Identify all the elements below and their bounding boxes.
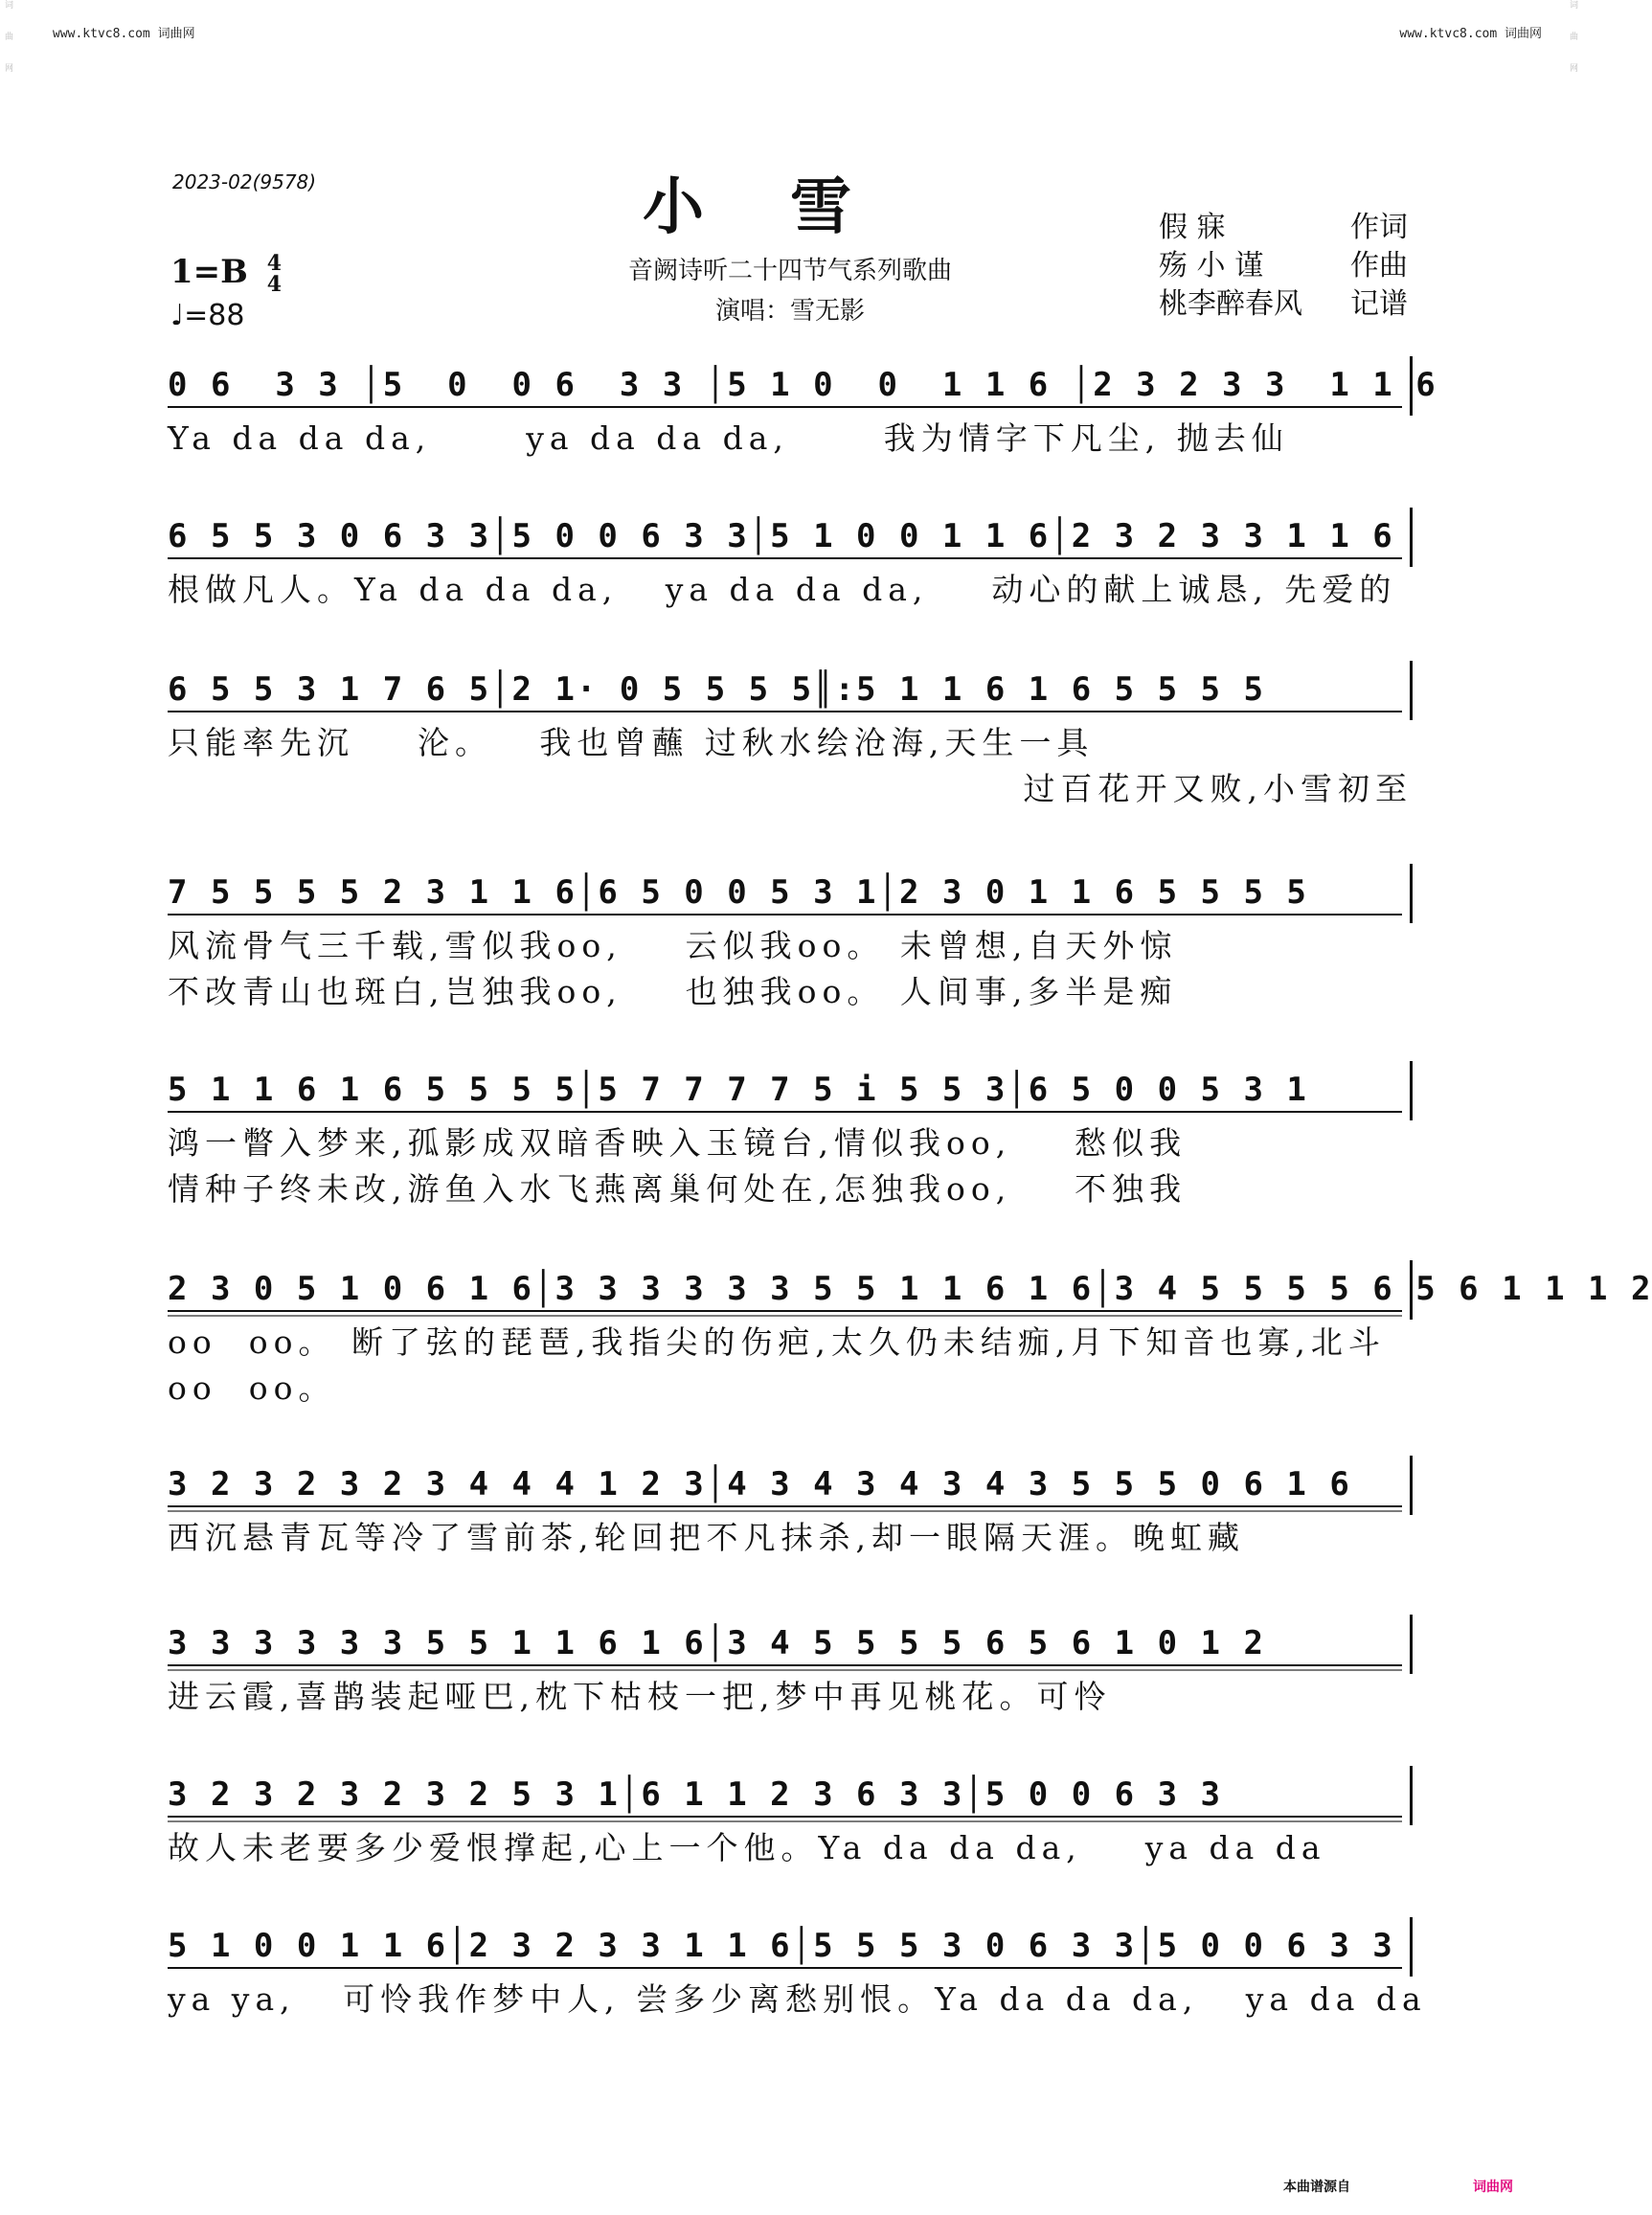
time-top: 4 <box>266 251 283 276</box>
beam-line <box>168 1505 1402 1507</box>
notation-text: 7 5 5 5 5 2 3 1 1 6│6 5 0 0 5 3 1│2 3 0 1 1 6 5 5 5 5 <box>168 873 1308 912</box>
tempo-marking: ♩=88 <box>170 299 245 332</box>
score-system <box>168 1766 1413 1871</box>
beam-line <box>168 914 1402 915</box>
credit-lyricist <box>1159 209 1408 247</box>
score-system <box>168 1615 1413 1720</box>
lyric-line-verse2: 过百花开又败,小雪初至 <box>1023 770 1413 807</box>
singer: 演唱：雪无影 <box>714 297 865 326</box>
score-system <box>168 864 1413 1015</box>
notation-text: 6 5 5 3 0 6 3 3│5 0 0 6 3 3│5 1 0 0 1 1 6│2 3 2 3 3 1 1 6 <box>168 517 1394 555</box>
notation-text: 3 2 3 2 3 2 3 4 4 4 1 2 3│4 3 4 3 4 3 4 3 5 5 5 0 6 1 6 <box>168 1465 1351 1503</box>
beam-line-2 <box>168 1669 1402 1671</box>
lyric-line: Ya da da da, ya da da da, 我为情字下凡尘, 抛去仙 <box>168 419 1289 457</box>
footer-source: 本曲谱源自 <box>1283 2180 1350 2195</box>
notation-text: 5 1 0 0 1 1 6│2 3 2 3 3 1 1 6│5 5 5 3 0 6 3 3│5 0 0 6 3 3 <box>168 1927 1394 1965</box>
score-system <box>168 1917 1427 2023</box>
lyric-line: 鸿一瞥入梦来,孤影成双暗香映入玉镜台,情似我oo, 愁似我 <box>168 1124 1188 1162</box>
notation-text: 3 3 3 3 3 3 5 5 1 1 6 1 6│3 4 5 5 5 5 6 5 6 1 0 1 2 <box>168 1624 1265 1662</box>
beam-line <box>168 1310 1402 1312</box>
notation-line <box>168 1061 1413 1120</box>
score-system <box>168 661 1413 812</box>
song-subtitle: 音阙诗听二十四节气系列歌曲 <box>627 257 952 285</box>
side-mark: 词曲网 <box>1568 0 1577 95</box>
notation-line <box>168 356 1437 416</box>
lyric-line: ya ya, 可怜我作梦中人, 尝多少离愁别恨。Ya da da da, ya da da <box>168 1980 1427 2018</box>
credit-role: 作词 <box>1350 211 1408 244</box>
lyric-line: 根做凡人。Ya da da da, ya da da da, 动心的献上诚恳, 先爱的 <box>168 571 1397 608</box>
site-header-left: www.ktvc8.com 词曲网 <box>53 27 195 41</box>
lyric-line: 只能率先沉 沦。 我也曾蘸 过秋水绘沧海,天生一具 <box>168 724 1095 761</box>
time-bottom: 4 <box>266 272 283 297</box>
notation-text: 3 2 3 2 3 2 3 2 5 3 1│6 1 1 2 3 6 3 3│5 0 0 6 3 3 <box>168 1775 1223 1814</box>
score-system <box>168 1456 1413 1561</box>
notation-text: 2 3 0 5 1 0 6 1 6│3 3 3 3 3 3 5 5 1 1 6 1 6│3 4 5 5 5 5 6 5 6 1 1 1 2 <box>168 1270 1652 1308</box>
beam-line <box>168 406 1402 408</box>
notation-line <box>168 1766 1413 1825</box>
notation-text: 5 1 1 6 1 6 5 5 5 5│5 7 7 7 7 5 i 5 5 3│6 5 0 0 5 3 1 <box>168 1071 1308 1109</box>
notation-line <box>168 1917 1413 1977</box>
credit-name: 假 寐 <box>1159 211 1226 244</box>
lyric-line: oo oo。 断了弦的琵琶,我指尖的伤疤,太久仍未结痂,月下知音也寡,北斗 <box>168 1323 1386 1361</box>
notation-line <box>168 1456 1413 1515</box>
lyric-line: 西沉悬青瓦等冷了雪前茶,轮回把不凡抹杀,却一眼隔天涯。晚虹藏 <box>168 1519 1245 1556</box>
beam-line-2 <box>168 1820 1402 1822</box>
notation-line <box>168 864 1413 923</box>
notation-line <box>168 508 1413 567</box>
lyric-line-verse2: oo oo。 <box>168 1369 336 1407</box>
score-system <box>168 356 1437 462</box>
notation-line <box>168 1615 1413 1674</box>
credit-role: 作曲 <box>1350 249 1408 283</box>
beam-line-2 <box>168 1315 1402 1317</box>
beam-line <box>168 1664 1402 1666</box>
score-system <box>168 1061 1413 1212</box>
notation-text: 0 6 3 3 │5 0 0 6 3 3 │5 1 0 0 1 1 6 │2 3 2 3 3 1 1 6 <box>168 366 1437 404</box>
key-signature <box>170 253 282 295</box>
notation-line <box>168 1260 1652 1320</box>
beam-line <box>168 1967 1402 1969</box>
key-label: 1=B <box>170 253 248 291</box>
credit-name: 桃李醉春风 <box>1159 287 1302 321</box>
beam-line <box>168 1816 1402 1818</box>
lyric-line: 故人未老要多少爱恨撑起,心上一个他。Ya da da da, ya da da <box>168 1829 1326 1866</box>
time-signature <box>267 253 282 295</box>
side-mark: 词曲网 <box>3 0 12 95</box>
notation-text: 6 5 5 3 1 7 6 5│2 1· 0 5 5 5 5║:5 1 1 6 1 6 5 5 5 5 <box>168 670 1265 709</box>
score-system <box>168 508 1413 613</box>
lyric-line-verse2: 情种子终未改,游鱼入水飞燕离巢何处在,怎独我oo, 不独我 <box>168 1170 1188 1208</box>
credits <box>1159 209 1408 324</box>
beam-line <box>168 1111 1402 1113</box>
credit-name: 殇 小 谨 <box>1159 249 1264 283</box>
beam-line-2 <box>168 1510 1402 1512</box>
beam-line <box>168 711 1402 712</box>
right-watermark-strip <box>1565 0 1580 2215</box>
notation-line <box>168 661 1413 720</box>
score-system <box>168 1260 1652 1412</box>
credit-transcriber <box>1159 285 1408 324</box>
lyric-line-verse2: 不改青山也斑白,岂独我oo, 也独我oo。 人间事,多半是痴 <box>168 973 1178 1010</box>
song-title: 小雪 <box>643 171 938 243</box>
score-id: 2023-02(9578) <box>172 170 317 193</box>
beam-line <box>168 557 1402 559</box>
footer-brand-link[interactable]: 词曲网 <box>1473 2180 1513 2195</box>
left-watermark-strip <box>0 0 15 2215</box>
credit-role: 记谱 <box>1350 287 1408 321</box>
lyric-line: 进云霞,喜鹊装起哑巴,枕下枯枝一把,梦中再见桃花。可怜 <box>168 1678 1112 1715</box>
lyric-line: 风流骨气三千载,雪似我oo, 云似我oo。 未曾想,自天外惊 <box>168 927 1178 964</box>
credit-composer <box>1159 247 1408 285</box>
site-header-right: www.ktvc8.com 词曲网 <box>1399 27 1542 41</box>
